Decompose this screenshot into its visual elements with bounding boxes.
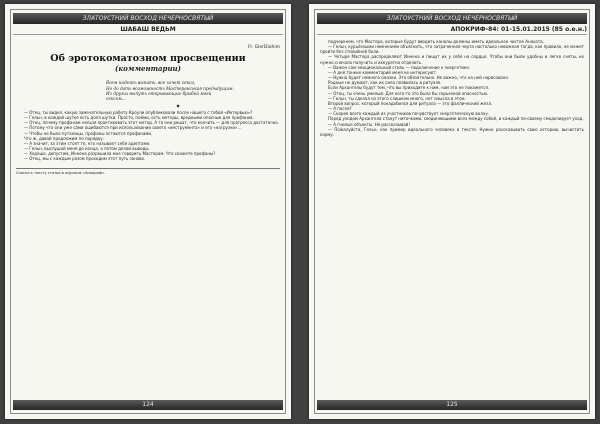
issue-title: АПОКРИФ-84: 01-15.01.2015 (85 о.е.н.) xyxy=(317,26,587,35)
page-number: 125 xyxy=(317,400,587,410)
paragraph: — А значит, за этим стоят те, кто называет себя адептами. xyxy=(24,140,151,146)
paragraph: — А дня тонких комментарий меня не интересуют. xyxy=(328,69,437,75)
article-subtitle: (комментарии) xyxy=(115,64,181,74)
paragraph: — Гельн, выслушай меня до конца, а потом делай выводы. xyxy=(24,146,150,152)
paragraph: — Пожалуйста, Гельн, как пример идеального человека в тексте. Нужно рассказывать свою историю, вычистить карму. xyxy=(320,126,584,137)
page-number: 124 xyxy=(13,400,283,410)
ornament: ◆ xyxy=(176,102,180,108)
article-body xyxy=(16,39,280,395)
paragraph: — Важен сам эмоциональный стиль — подключение к энергетике. xyxy=(328,64,471,70)
left-page xyxy=(5,4,291,419)
paragraph: — Гельн, в каждой шутке есть доля шутки. Просто, пойми, есть методы, вредными опасные для профанов. xyxy=(24,115,254,121)
epigraph xyxy=(106,80,280,102)
epigraph-line: Всем надеясь выпить, все хочет секса, xyxy=(106,80,196,86)
right-page xyxy=(309,4,595,419)
epigraph-line: Но до дать возможность Мастеранськая предыдущим. xyxy=(106,85,234,91)
epigraph-line: Из других выпуть открывающие брыбой моей xyxy=(106,90,212,96)
article-title: Об эротокоматозном просвещении xyxy=(50,53,246,65)
paragraph: — Гельн, ты сделал из этого слишком много, нет смысла в этом. xyxy=(328,95,466,101)
page-header: ЗЛАТОУСТНИЙ ВОСХОД НЕЧЕРНОСВЯТЫЙ xyxy=(317,13,587,24)
paragraph: Если Архангелы будут тем, что вы приходите к ним, нам это не покажется. xyxy=(328,85,490,91)
paragraph: подчеркнем, что Мастера, которые будут вводить каналы должны иметь идеальное чистое Анахата. xyxy=(328,39,544,44)
paragraph: — Отец, ты очень умелый. Для кого-то это было бы серьезной опасностью. xyxy=(328,90,489,96)
paragraph: — А после? xyxy=(328,106,352,112)
paragraph: — Потому что они уже сами ошибаются при использовании своего «инструмента» и его «нагрузки»… xyxy=(24,125,242,131)
paragraph: — Хорошо, допустим, Иннена разрешила мне говорить Мастерам. Что скажете профаны? xyxy=(24,151,216,157)
page-header: ЗЛАТОУСТНИЙ ВОСХОД НЕЧЕРНОСВЯТЫЙ xyxy=(13,13,283,24)
section-title: ШАБАШ ВЕДЬМ xyxy=(13,26,283,35)
paragraph: — Отец, почему профанам нельзя практиковать этот метод. А то они решат, что кончить — для прогресса достаточно. xyxy=(24,120,279,126)
paragraph: — Отец, мы с каждым разом проходим этот путь заново. xyxy=(24,156,146,162)
paragraph: — Гельн, курьёзными немнением объяснить, что затраченная черта настолько неважная тогда, как правило, не может пройти без стихийной боли. xyxy=(320,44,584,55)
paragraph: Родные не думают, как их сила появилась в ритуале. xyxy=(328,80,442,86)
epigraph-line: сексом... xyxy=(106,96,126,102)
paragraph: Перед уходом Архангела станут ниточками, соединяющими всех между собой, и каждый по-своему смоделирует уход. xyxy=(328,116,584,122)
paragraph: — Скорее всего каждый из участников почувствует энергетическую волну. xyxy=(328,111,490,117)
paragraph: Что ж, давай продолжим по порядку. xyxy=(24,135,104,141)
paragraph: — Чтобы не было путаницы, профаны остаются профанами. xyxy=(24,130,153,136)
article-body xyxy=(320,39,584,395)
article-author: Fr. GlerDiohim xyxy=(248,45,280,50)
paragraph: — Отец, ты видел, какую замечательную работу Кроули опубликовали после нашего с тобой «Интервью»? xyxy=(24,109,253,115)
paragraph: — Четыре Мастера распределяют Иннена и пишут их у себя на сердце. Чтобы они были удобны и легко сняты, их нужно сначала получить и аккуратно отделить. xyxy=(320,54,584,65)
paragraph: Второй вопрос, который понадобился для ритуала — это фаллический жезл. xyxy=(328,100,493,106)
paragraph: — Нужна будет немного смазки. Это обязательно. Не важно, что на ней нарисовано. xyxy=(328,75,510,81)
paragraph: — А гнилые объекты. Не рассказывай! xyxy=(328,121,410,127)
footnote: Сноски к тексту статьи в журнале «Апокриф». xyxy=(16,168,280,175)
